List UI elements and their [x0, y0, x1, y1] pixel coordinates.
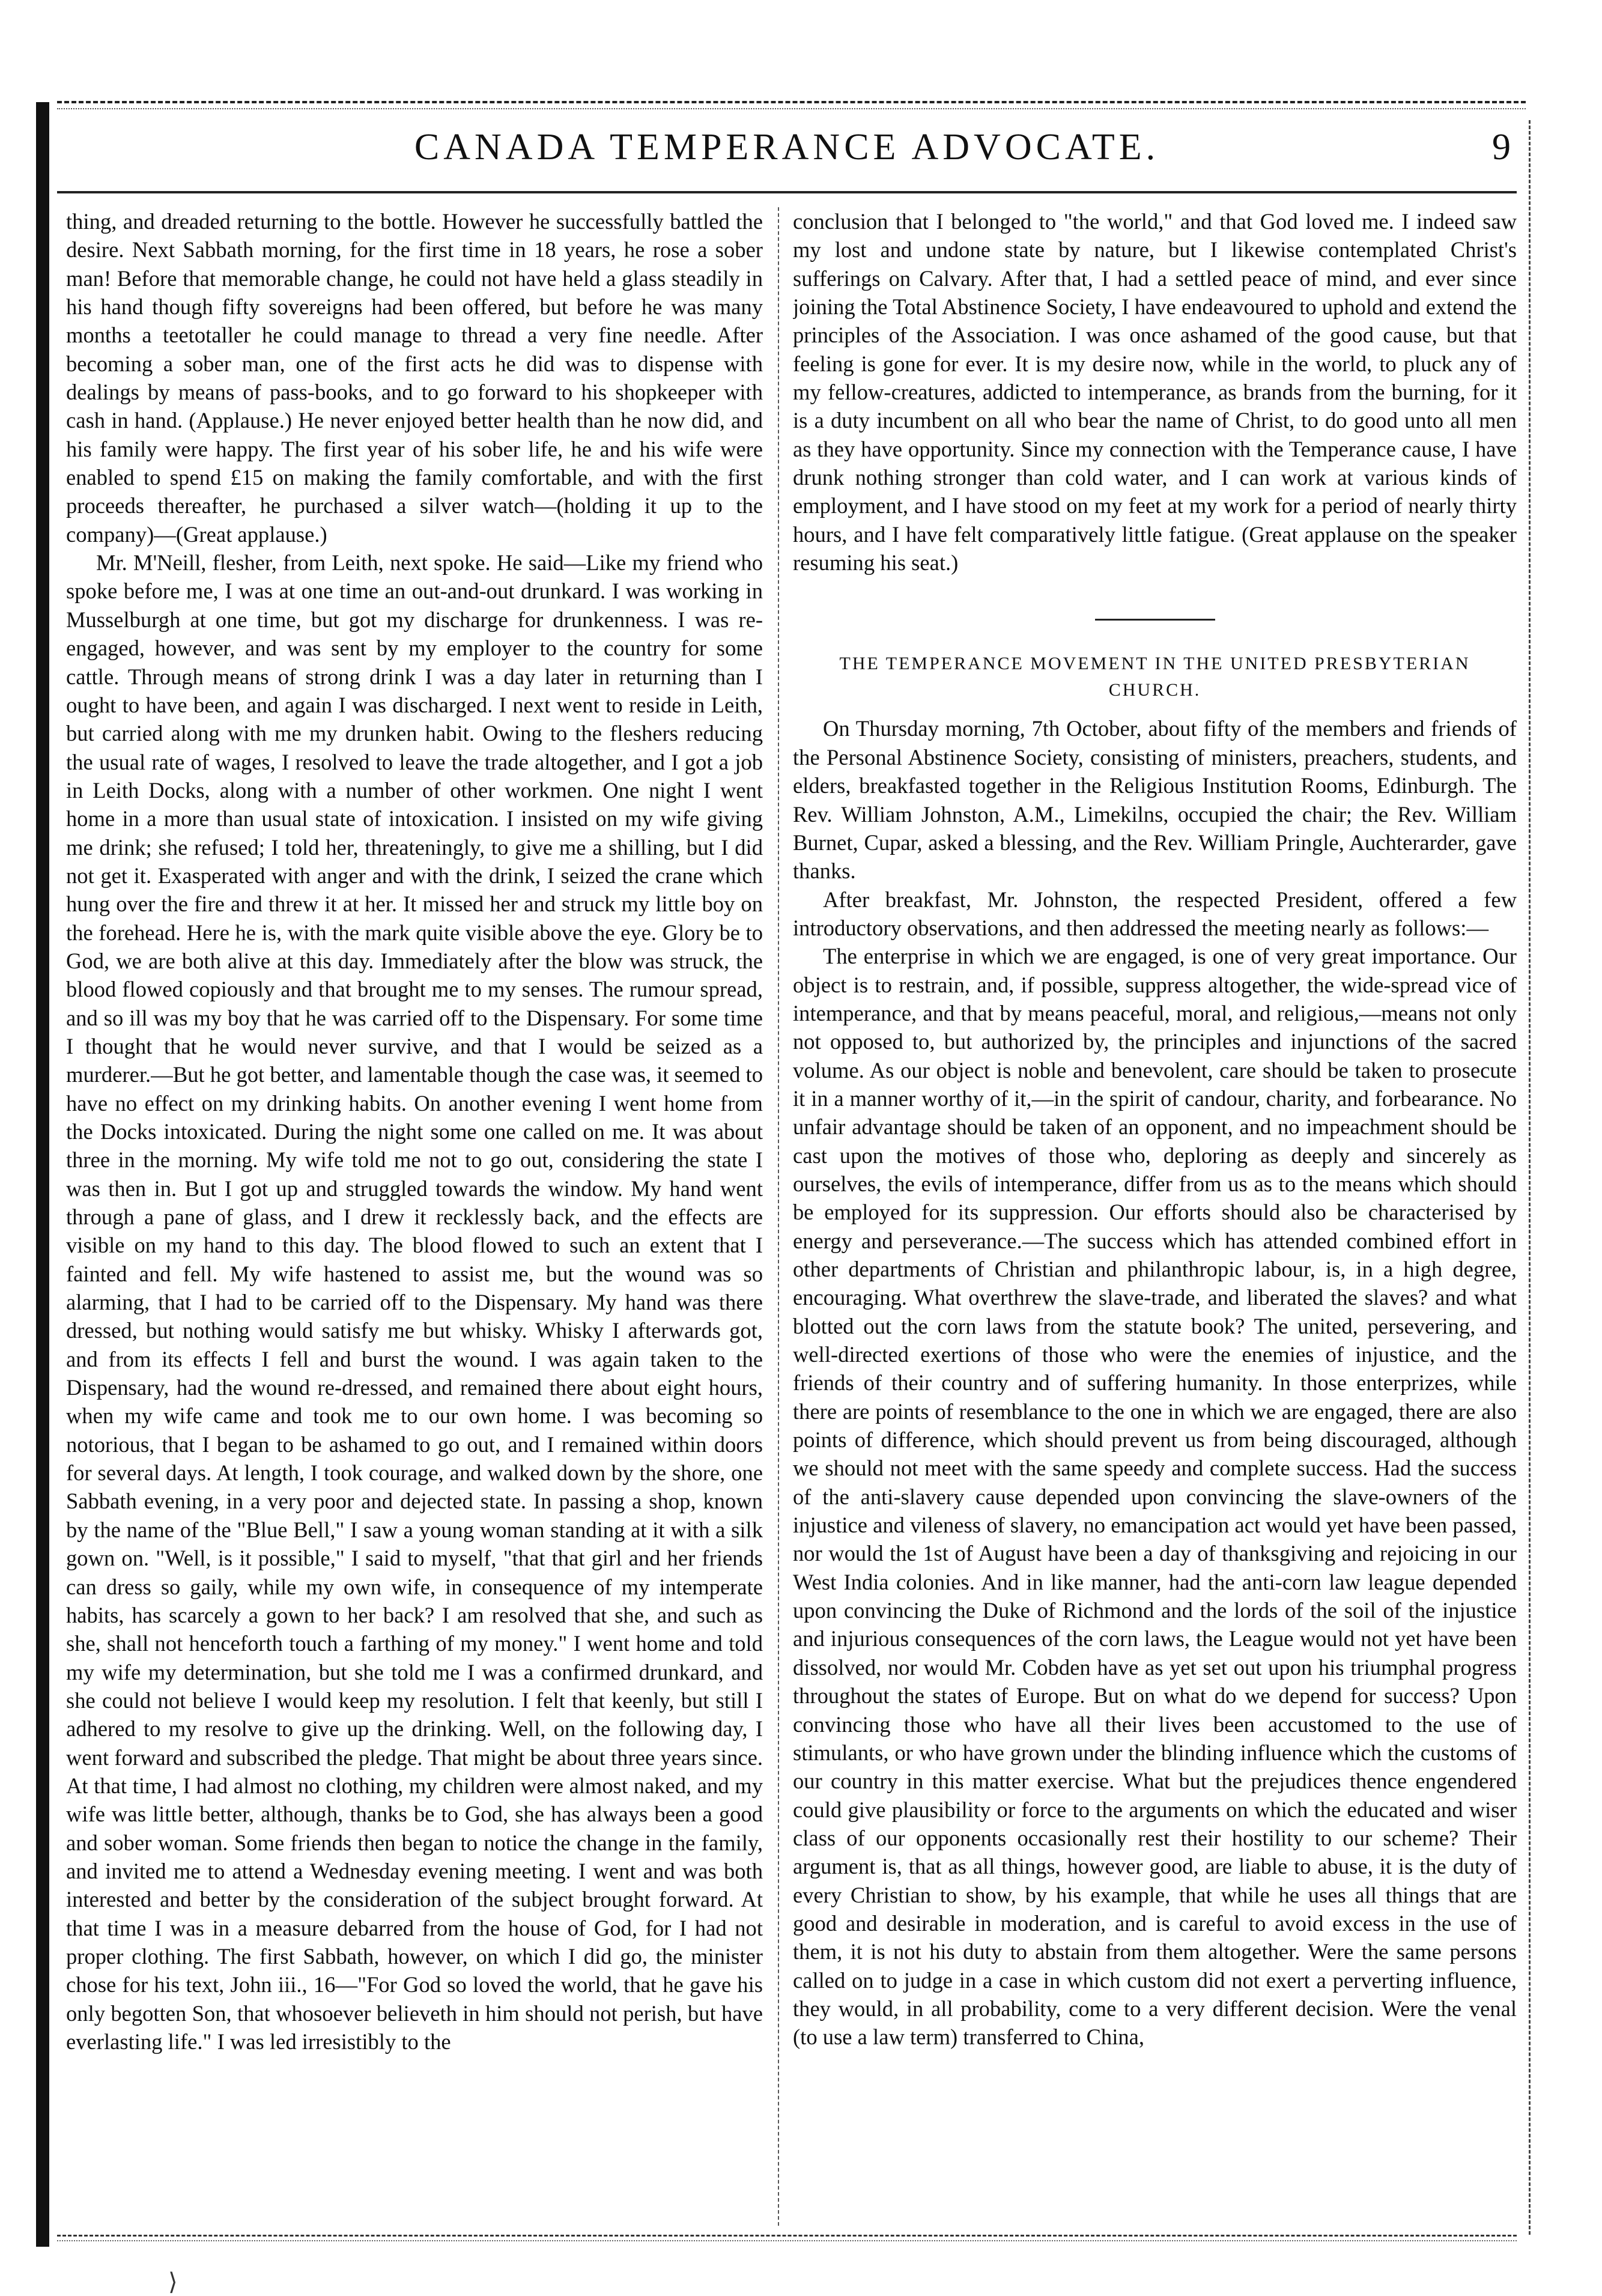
binding-edge-bar: [36, 102, 49, 2247]
section-heading-line: THE TEMPERANCE MOVEMENT IN THE UNITED PRESBYTERIAN: [839, 654, 1470, 674]
header-rule: [57, 191, 1517, 193]
article-paragraph: After breakfast, Mr. Johnston, the respected President, offered a few introductory observations, and then addressed the meeting nearly as follows:—: [793, 887, 1517, 940]
bottom-decorative-rule: [57, 2235, 1517, 2241]
right-border-rule: [1529, 120, 1531, 2235]
right-column: [793, 207, 1517, 2229]
section-heading: [793, 651, 1517, 703]
running-title: CANADA TEMPERANCE ADVOCATE.: [414, 127, 1160, 168]
page-number: 9: [1492, 127, 1511, 168]
left-column: [66, 207, 763, 2229]
article-paragraph: conclusion that I belonged to "the world," and that God loved me. I indeed saw my lost and undone state by nature, but I likewise contemplated Christ's sufferings on Calvary. After that, I had a settled peace of mind, and ever since joining the Total Abstinence Society, I have endeavoured to uphold and extend the principles of the Association. I was once ashamed of the good cause, but that feeling is gone for ever. It is my desire now, while in the world, to pluck any of my fellow-creatures, addicted to intemperance, as brands from the burning, for it is a duty incumbent on all who bear the name of Christ, to do good unto all men as they have opportunity. Since my connection with the Temperance cause, I have drunk nothing stronger than cold water, and I can work at various kinds of employment, and I have stood on my feet at my work for a period of nearly thirty hours, and I have felt comparatively little fatigue. (Great applause on the speaker resuming his seat.): [793, 209, 1517, 576]
article-paragraph: The enterprise in which we are engaged, is one of very great importance. Our object is to restrain, and, if possible, suppress altogether, the wide-spread vice of intemperance, and that by means peaceful, moral, and religious,—means not only not opposed to, but authorized by, the principles and injunctions of the sacred volume. As our object is noble and benevolent, care should be taken to prosecute it in a manner worthy of it,—in the spirit of candour, charity, and forbearance. No unfair advantage should be taken of an opponent, and no impeachment should be cast upon the motives of those who, deploring as deeply and sincerely as ourselves, the evils of intemperance, differ from us as to the means which should be employed for its suppression. Our efforts should also be characterised by energy and perseverance.—The success which has attended combined effort in other departments of Christian and philanthropic labour, is, in a high degree, encouraging. What overthrew the slave-trade, and liberated the slaves? and what blotted out the corn laws from the statute book? The united, persevering, and well-directed exertions of those who were the enemies of injustice, and the friends of their country and of suffering humanity. In those enterprizes, while there are points of resemblance to the one in which we are engaged, there are also points of difference, which should prevent us from being discouraged, although we should not meet with the same speedy and complete success. Had the success of the anti-slavery cause depended upon convincing the slave-owners of the injustice and vileness of slavery, no emancipation act would yet have been passed, nor would the 1st of August have been a day of thanksgiving and rejoicing in our West India colonies. And in like manner, had the anti-corn law league depended upon convincing the Duke of Richmond and the lords of the soil of the injustice and injurious consequences of the corn laws, the League would not yet have been dissolved, nor would Mr. Cobden have as yet set out upon his triumphal progress throughout the states of Europe. But on what do we depend for success? Upon convincing those who have all their lives been accustomed to the use of stimulants, or who have grown under the blinding influence which the customs of our country in this matter exercise. What but the prejudices thence engendered could give plausibility or force to the arguments on which the educated and wiser class of our opponents occasionally rest their hostility to our scheme? Their argument is, that as all things, however good, are liable to abuse, it is the duty of every Christian to show, by his example, that while he uses all things that are good and desirable in moderation, and is careful to avoid excess in the use of them, it is not his duty to abstain from them altogether. Were the same persons called on to judge in a case in which custom did not exert a perverting influence, they would, in all probability, come to a very different decision. Were the venal (to use a law term) transferred to China,: [793, 944, 1517, 2050]
article-paragraph: On Thursday morning, 7th October, about fifty of the members and friends of the Personal Abstinence Society, consisting of ministers, preachers, students, and elders, breakfasted together in the Religious Institution Rooms, Edinburgh. The Rev. William Johnston, A.M., Limekilns, occupied the chair; the Rev. William Burnet, Cupar, asked a blessing, and the Rev. William Pringle, Auchterarder, gave thanks.: [793, 716, 1517, 884]
article-paragraph: Mr. M'Neill, flesher, from Leith, next spoke. He said—Like my friend who spoke before me, I was at one time an out-and-out drunkard. I was working in Musselburgh at one time, but got my discharge for drunkenness. I was re-engaged, however, and was sent by my employer to the country for some cattle. Through means of strong drink I was a day later in returning than I ought to have been, and again I was discharged. I next went to reside in Leith, but carried along with me my drunken habit. Owing to the fleshers reducing the usual rate of wages, I resolved to leave the trade altogether, and I got a job in Leith Docks, along with a number of other workmen. One night I went home in a more than usual state of intoxication. I insisted on my wife giving me drink; she refused; I told her, threateningly, to give me a shilling, but I did not get it. Exasperated with anger and with the drink, I seized the crane which hung over the fire and threw it at her. It missed her and struck my little boy on the forehead. Here he is, with the mark quite visible above the eye. Glory be to God, we are both alive at this day. Immediately after the blow was struck, the blood flowed copiously and that brought me to my senses. The rumour spread, and so ill was my boy that he was carried off to the Dispensary. For some time I thought that he would never survive, and that I would be seized as a murderer.—But he got better, and lamentable though the case was, it seemed to have no effect on my drinking habits. On another evening I went home from the Docks intoxicated. During the night some one called on me. It was about three in the morning. My wife told me not to go out, considering the state I was then in. But I got up and struggled towards the window. My hand went through a pane of glass, and I drew it recklessly back, and the effects are visible on my hand to this day. The blood flowed to such an extent that I fainted and fell. My wife hastened to assist me, but the wound was so alarming, that I had to be carried off to the Dispensary. My hand was there dressed, but nothing would satisfy me but whisky. Whisky I afterwards got, and from its effects I fell and burst the wound. I was again taken to the Dispensary, had the wound re-dressed, and remained there about eight hours, when my wife came and took me to our own home. I was becoming so notorious, that I began to be ashamed to go out, and I remained within doors for several days. At length, I took courage, and walked down by the shore, one Sabbath evening, in a very poor and dejected state. In passing a shop, known by the name of the "Blue Bell," I saw a young woman standing at it with a silk gown on. "Well, is it possible," I said to myself, "that that girl and her friends can dress so gaily, while my own wife, in consequence of my intemperate habits, has scarcely a gown to her back? I am resolved that she, and such as she, shall not henceforth touch a farthing of my money." I went home and told my wife my determination, but she told me I was a confirmed drunkard, and she could not believe I would keep my resolution. I felt that keenly, but still I adhered to my resolve to give up the drinking. Well, on the following day, I went forward and subscribed the pledge. That might be about three years since. At that time, I had almost no clothing, my children were almost naked, and my wife was little better, although, thanks be to God, she has always been a good and sober woman. Some friends then began to notice the change in the family, and invited me to attend a Wednesday evening meeting. I went and was both interested and better by the consideration of the subject brought forward. At that time I was in a measure debarred from the house of God, for I had not proper clothing. The first Sabbath, however, on which I did go, the minister chose for his text, John iii., 16—"For God so loved the world, that he gave his only begotten Son, that whosoever believeth in him should not perish, but have everlasting life." I was led irresistibly to the: [66, 550, 763, 2054]
column-divider: [778, 207, 779, 2226]
top-decorative-rule: [57, 101, 1526, 109]
section-divider-rule: [1095, 619, 1215, 621]
print-mark: ⟩: [168, 2268, 178, 2295]
article-paragraph: thing, and dreaded returning to the bottle. However he successfully battled the desire. Next Sabbath morning, for the first time in 18 years, he rose a sober man! Before that memorable change, he could not have held a glass steadily in his hand though fifty sovereigns had been offered, but before he was many months a teetotaller he could manage to thread a very fine needle. After becoming a sober man, one of the first acts he did was to dispense with dealings by means of pass-books, and to go forward to his shopkeeper with cash in hand. (Applause.) He never enjoyed better health than he now did, and his family were happy. The first year of his sober life, he and his wife were enabled to spend £15 on making the family comfortable, and with the first proceeds thereafter, he purchased a silver watch—(holding it up to the company)—(Great applause.): [66, 209, 763, 547]
section-heading-line: CHURCH.: [1108, 680, 1201, 700]
